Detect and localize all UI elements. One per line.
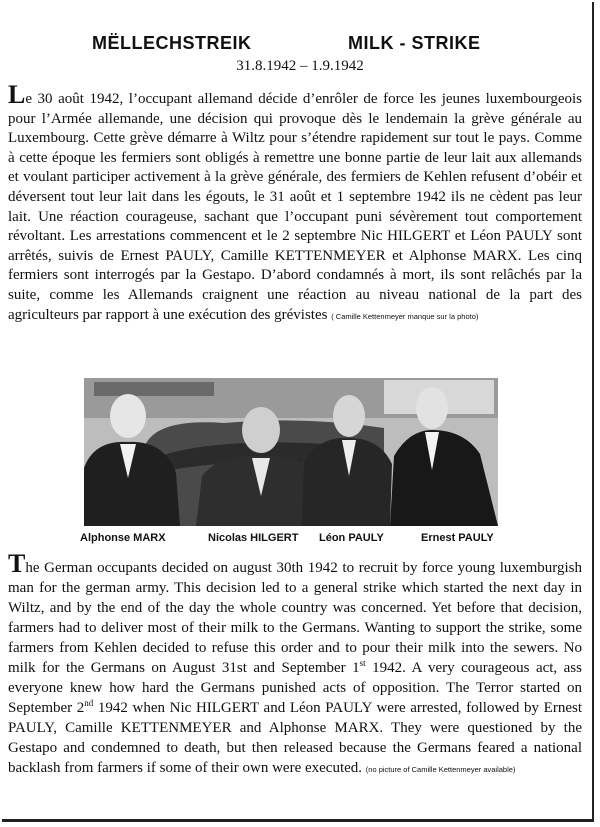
english-sup-nd: nd (84, 698, 94, 708)
french-body: e 30 août 1942, l’occupant allemand décide d’enrôler de force les jeunes luxembourgeois pour l’Armée allemande, une décision qui provoque dès le lendemain la grève générale au Luxembourg. Cette grève démarre à Wiltz pour s’étendre rapidement sur tout le pays. Comme à cette époque les fermiers sont obligés à remettre une bonne partie de leur lait aux allemands et voulant participer activement à la grève générale, des fermiers de Kehlen refusent d’obéir et déversent tout leur lait dans les égouts, le 31 août et 1 septembre 1942 ils ne cèdent pas leur lait. Une réaction courageuse, sachant que l’occupant puni sévèrement tout comportement révoltant. Les arrestations commencent et le 2 septembre Nic HILGERT et Léon PAULY sont arrêtés, suivis de Ernest PAULY, Camille KETTENMEYER et Alphonse MARX. Les cinq fermiers sont interrogés par la Gestapo. D’abord condamnés à mort, ils sont relâchés par la suite, comme les Allemands craignent une réaction au niveau national de la part des agriculteurs par rapport à une exécution des grévistes (8, 91, 582, 323)
english-sup-st: st (359, 658, 366, 668)
english-body-part2: 1942. A very courageous act, ass everyone knew how hard the Germans punished acts of opposition. The Terror started on September 2 (8, 660, 582, 716)
name-leon-pauly: Léon PAULY (319, 532, 384, 544)
french-photo-note: ( Camille Kettenmeyer manque sur la photo) (331, 311, 479, 321)
strike-dates: 31.8.1942 – 1.9.1942 (236, 58, 364, 74)
title-row (0, 33, 600, 55)
farmers-photo (84, 378, 498, 526)
title-luxembourgish: MËLLECHSTREIK (92, 33, 252, 53)
title-english: MILK - STRIKE (348, 33, 481, 53)
french-dropcap: L (8, 80, 26, 109)
name-alphonse-marx: Alphonse MARX (80, 532, 166, 544)
french-paragraph (8, 80, 582, 326)
english-photo-note: (no picture of Camille Kettenmeyer available) (365, 765, 516, 774)
english-body-part1: he German occupants decided on august 30th 1942 to recruit by force young luxemburgish man for the german army. This decision led to a general strike which started the next day in Wiltz, and by the end of the day the whole country was concerned. Yet before that decision, farmers had to deliver most of their milk to the Germans. Wanting to support the strike, some farmers from Kehlen decided to refuse this order and to pour their milk into the sewers. No milk for the Germans on August 31st and September 1 (8, 560, 582, 676)
english-dropcap: T (8, 549, 26, 578)
english-paragraph (8, 549, 582, 780)
english-body-part3: 1942 when Nic HILGERT and Léon PAULY were arrested, followed by Ernest PAULY, Camille KETTENMEYER and Alphonse MARX. They were questioned by the Gestapo and condemned to death, but then released because the Germans feared a national backlash from farmers if some of their own were executed. (8, 700, 582, 776)
name-ernest-pauly: Ernest PAULY (421, 532, 494, 544)
name-nicolas-hilgert: Nicolas HILGERT (208, 532, 299, 544)
